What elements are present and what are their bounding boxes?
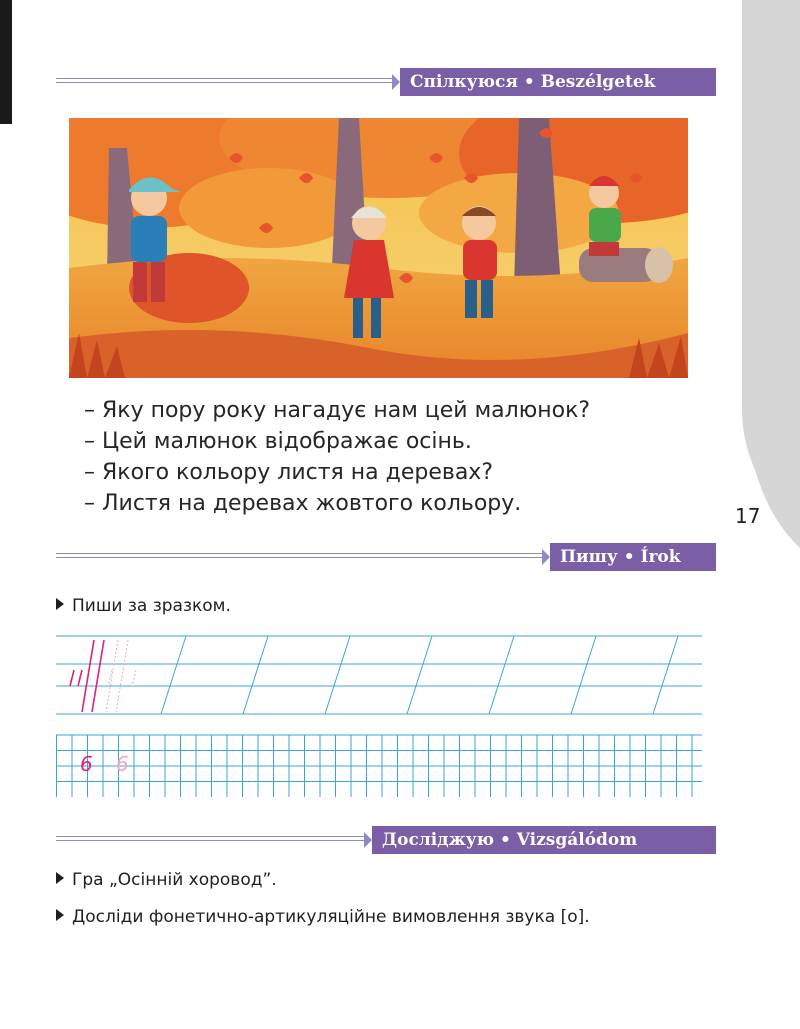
section-title-explore: Досліджую • Vizsgálódom [372,826,716,854]
autumn-park-children-illustration [69,118,688,378]
dialogue-list [84,395,724,519]
section-header-explore [56,826,716,854]
grid-lines [56,734,702,798]
write-task-text: Пиши за зразком. [72,596,231,616]
task-marker-icon [56,909,64,921]
dialogue-line: – Якого кольору листя на деревах? [84,460,493,485]
dialogue-line: – Цей малюнок відображає осінь. [84,429,472,454]
section-header-write [56,543,716,571]
write-task [56,596,231,616]
dialogue-line: – Яку пору року нагадує нам цей малюнок? [84,398,591,423]
dialogue-line: – Листя на деревах жовтого кольору. [84,491,522,516]
explore-task-text: Досліди фонетично-артикуляційне вимовлення звука [о]. [72,907,590,927]
section-header-talk [56,68,716,96]
section-title-write: Пишу • Írok [550,543,716,571]
explore-task [56,907,590,927]
task-marker-icon [56,872,64,884]
task-marker-icon [56,598,64,610]
slant-writing-lines [56,634,702,718]
handwriting-sample-strokes [70,640,104,712]
sample-digit-trace: 6 [116,752,129,776]
sample-digit: 6 [80,752,93,776]
explore-task-text: Гра „Осінній хоровод”. [72,870,277,890]
section-title-talk: Спілкуюся • Beszélgetek [400,68,716,96]
explore-task [56,870,277,890]
child-figure [589,176,621,256]
page-number: 17 [735,504,761,528]
digit-writing-grid [56,734,702,802]
